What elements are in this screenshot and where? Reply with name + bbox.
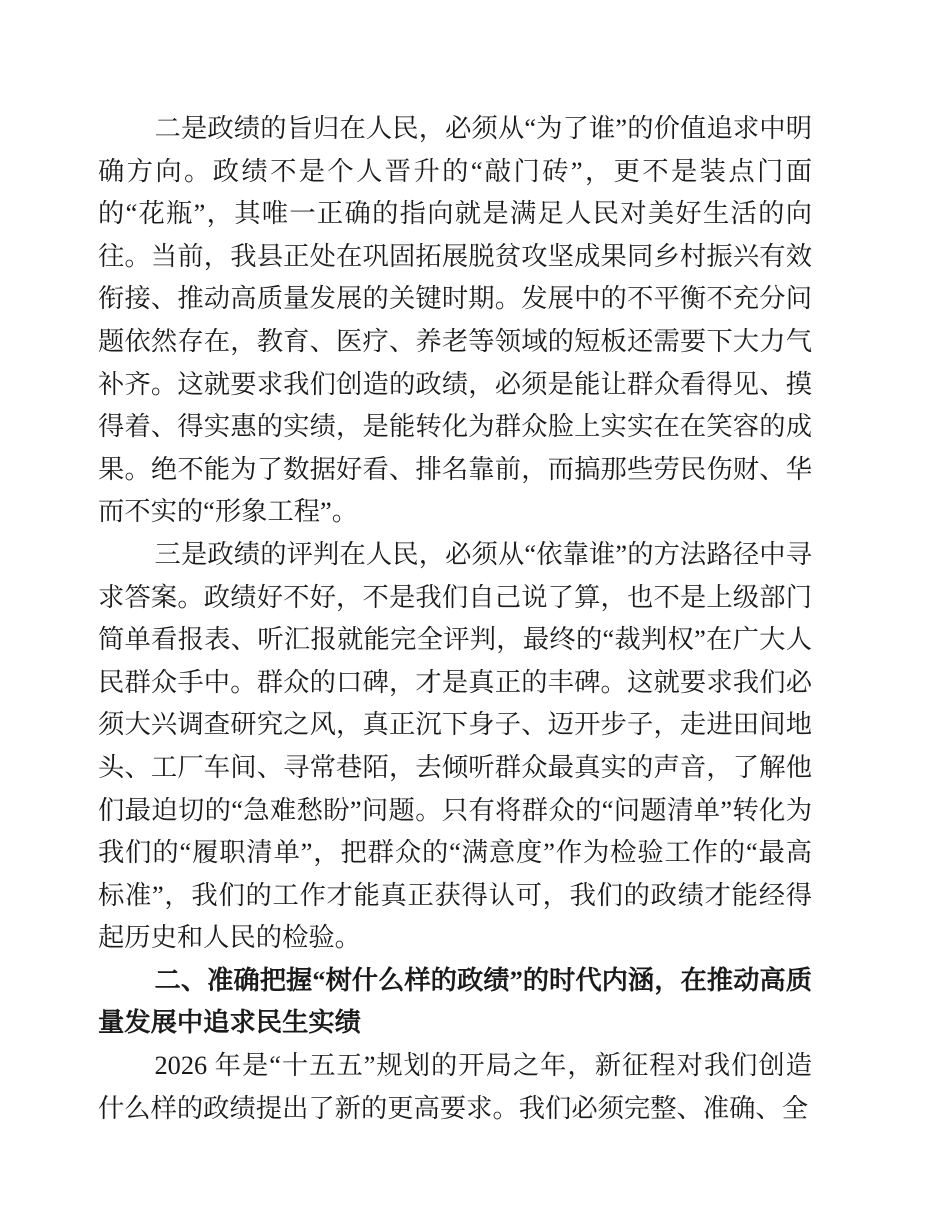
document-body (98, 108, 812, 1130)
paragraph-body-2: 三是政绩的评判在人民，必须从“依靠谁”的方法路径中寻求答案。政绩好不好，不是我们自己说了算，也不是上级部门简单看报表、听汇报就能完全评判，最终的“裁判权”在广大人民群众手中。群众的口碑，才是真正的丰碑。这就要求我们必须大兴调查研究之风，真正沉下身子、迈开步子，走进田间地头、工厂车间、寻常巷陌，去倾听群众最真实的声音，了解他们最迫切的“急难愁盼”问题。只有将群众的“问题清单”转化为我们的“履职清单”，把群众的“满意度”作为检验工作的“最高标准”，我们的工作才能真正获得认可，我们的政绩才能经得起历史和人民的检验。 (98, 539, 812, 953)
section-heading: 二、准确把握“树什么样的政绩”的时代内涵，在推动高质量发展中追求民生实绩 (98, 965, 812, 1038)
paragraph-body-1: 二是政绩的旨归在人民，必须从“为了谁”的价值追求中明确方向。政绩不是个人晋升的“敲门砖”，更不是装点门面的“花瓶”，其唯一正确的指向就是满足人民对美好生活的向往。当前，我县正处在巩固拓展脱贫攻坚成果同乡村振兴有效衔接、推动高质量发展的关键时期。发展中的不平衡不充分问题依然存在，教育、医疗、养老等领域的短板还需要下大力气补齐。这就要求我们创造的政绩，必须是能让群众看得见、摸得着、得实惠的实绩，是能转化为群众脸上实实在在笑容的成果。绝不能为了数据好看、排名靠前，而搞那些劳民伤财、华而不实的“形象工程”。 (98, 114, 812, 527)
paragraph-body-3: 2026 年是“十五五”规划的开局之年，新征程对我们创造什么样的政绩提出了新的更高要求。我们必须完整、准确、全 (98, 1051, 812, 1123)
